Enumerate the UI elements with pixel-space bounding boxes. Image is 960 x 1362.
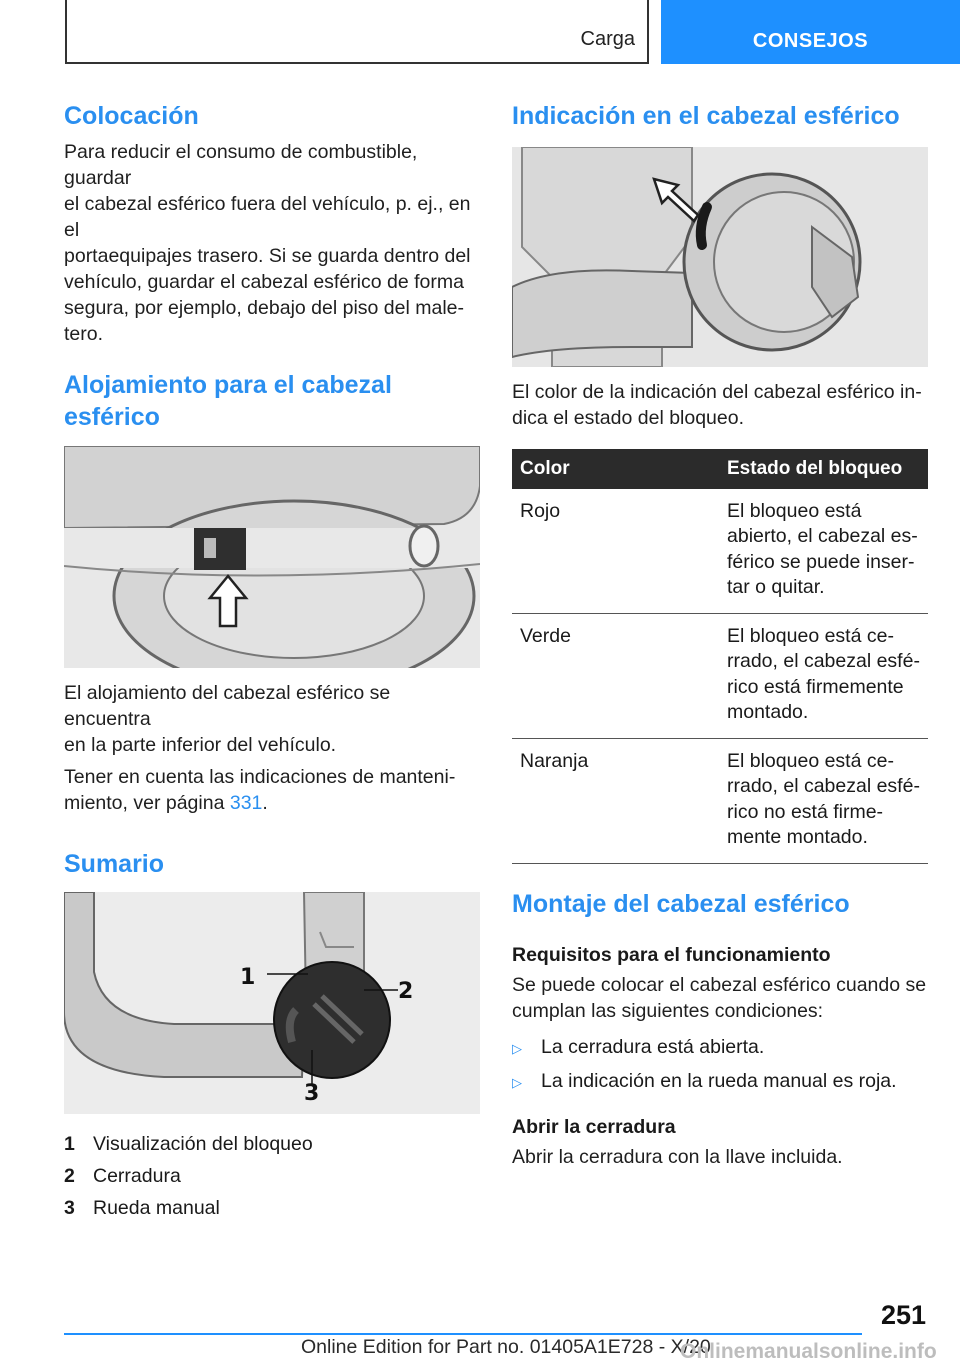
col-header-color: Color xyxy=(512,449,719,489)
page-link-331[interactable]: 331 xyxy=(229,791,263,814)
lock-indicator-illustration xyxy=(512,147,928,367)
heading-sumario: Sumario xyxy=(64,849,165,878)
left-column xyxy=(64,100,480,1224)
callout-2: 2 xyxy=(398,979,414,1004)
subheading-requisitos: Requisitos para el funcionamiento xyxy=(512,944,831,966)
callout-1: 1 xyxy=(240,965,256,990)
paragraph-alojamiento: El alojamiento del cabezal esférico se encuentra en la parte inferior del vehículo. xyxy=(64,681,391,756)
paragraph-colocacion: Para reducir el consumo de combustible, guardar el cabezal esférico fuera del vehículo, p. ej., en el portaequipajes trasero. Si se guarda dentro del vehículo, guardar el cabezal esférico de forma segura, por ejemplo, debajo del piso del male- tero. xyxy=(64,140,471,345)
paragraph-mantenimiento: Tener en cuenta las indicaciones de manteni- miento, ver página 331. xyxy=(64,765,456,814)
heading-montaje: Montaje del cabezal esférico xyxy=(512,889,850,918)
cell-state: El bloqueo está ce- rrado, el cabezal esfé- rico está firmemente montado. xyxy=(719,613,928,738)
triangle-bullet-icon: ▷ xyxy=(512,1075,522,1090)
heading-alojamiento: Alojamiento para el cabezal esférico xyxy=(64,370,392,431)
ball-head-illustration xyxy=(64,892,480,1114)
lock-status-table xyxy=(512,449,928,864)
watermark: Onlinemanualsonline.info xyxy=(680,1340,937,1362)
cell-state: El bloqueo está abierto, el cabezal es- férico se puede inser- tar o quitar. xyxy=(719,489,928,614)
legend-item: 3 Rueda manual xyxy=(64,1197,220,1219)
footer-divider xyxy=(64,1333,862,1335)
right-column xyxy=(512,100,928,1170)
heading-indicacion: Indicación en el cabezal esférico xyxy=(512,102,900,130)
figure-lock-indicator xyxy=(512,147,928,367)
table-row xyxy=(512,613,928,738)
figure-hitch-mount xyxy=(64,446,480,668)
cell-color: Verde xyxy=(512,613,719,738)
chapter-tab[interactable] xyxy=(661,0,960,64)
heading-colocacion: Colocación xyxy=(64,102,199,130)
cell-color: Naranja xyxy=(512,738,719,863)
section-title: Carga xyxy=(580,28,635,50)
chapter-tab-label: CONSEJOS xyxy=(752,30,869,52)
requirements-list xyxy=(512,1034,928,1096)
table-header-row xyxy=(512,449,928,489)
cell-color: Rojo xyxy=(512,489,719,614)
callout-3: 3 xyxy=(304,1081,320,1106)
figure-ball-head xyxy=(64,892,480,1114)
cell-state: El bloqueo está ce- rrado, el cabezal esfé- rico no está firme- mente montado. xyxy=(719,738,928,863)
paragraph-abrir: Abrir la cerradura con la llave incluida. xyxy=(512,1146,843,1168)
table-row xyxy=(512,738,928,863)
legend-item: 1 Visualización del bloqueo xyxy=(64,1133,313,1155)
hitch-mount-illustration xyxy=(64,446,480,668)
edition-text: Online Edition for Part no. 01405A1E728 - X/20 xyxy=(301,1336,711,1358)
subheading-abrir: Abrir la cerradura xyxy=(512,1116,676,1138)
col-header-estado: Estado del bloqueo xyxy=(719,449,928,489)
list-item: ▷ La indicación en la rueda manual es roja. xyxy=(512,1068,928,1096)
table-row xyxy=(512,489,928,614)
legend-list xyxy=(64,1128,480,1224)
header-frame xyxy=(65,0,649,64)
paragraph-requisitos: Se puede colocar el cabezal esférico cuando se cumplan las siguientes condiciones: xyxy=(512,974,927,1022)
legend-item: 2 Cerradura xyxy=(64,1165,181,1187)
page-number: 251 xyxy=(880,1300,926,1330)
triangle-bullet-icon: ▷ xyxy=(512,1041,522,1056)
paragraph-indicacion: El color de la indicación del cabezal esférico in- dica el estado del bloqueo. xyxy=(512,380,922,429)
list-item: ▷ La cerradura está abierta. xyxy=(512,1034,928,1062)
